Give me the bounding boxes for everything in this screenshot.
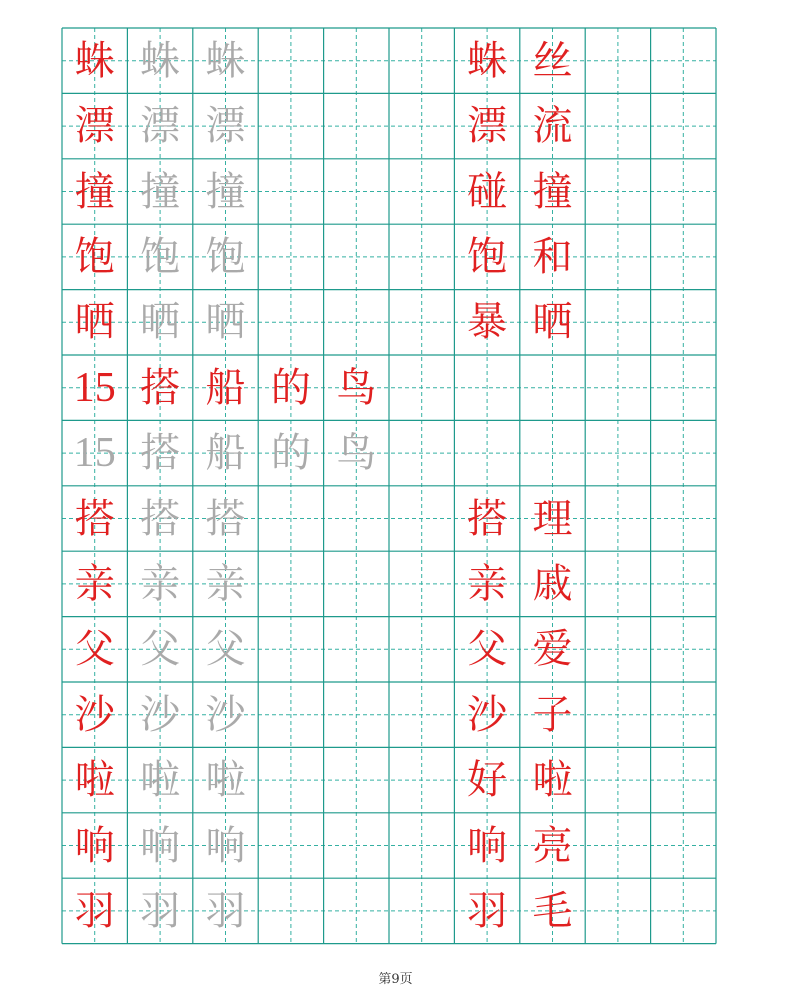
trace-character: 蛛 [205, 37, 246, 84]
model-character: 沙 [74, 691, 115, 738]
word-character-1: 暴 [467, 299, 508, 346]
trace-character: 饱 [140, 233, 181, 280]
word-character-1: 羽 [467, 887, 508, 934]
trace-character: 搭 [205, 495, 246, 542]
trace-character: 蛛 [140, 37, 181, 84]
lesson-title-character: 的 [270, 364, 311, 411]
word-character-1: 饱 [467, 233, 508, 280]
word-character-2: 爱 [532, 626, 573, 673]
word-character-1: 搭 [467, 495, 508, 542]
lesson-title-trace-character: 搭 [140, 430, 181, 477]
trace-character: 晒 [205, 299, 246, 346]
model-character: 啦 [74, 757, 115, 804]
trace-character: 搭 [140, 495, 181, 542]
trace-character: 啦 [205, 757, 246, 804]
word-character-2: 撞 [532, 168, 573, 215]
model-character: 撞 [74, 168, 115, 215]
lesson-title-character: 搭 [140, 364, 181, 411]
lesson-title-trace-character: 鸟 [336, 430, 377, 477]
model-character: 晒 [74, 299, 115, 346]
word-character-2: 子 [532, 691, 573, 738]
lesson-title-character: 船 [205, 364, 246, 411]
model-character: 搭 [74, 495, 115, 542]
trace-character: 响 [205, 822, 246, 869]
lesson-title-trace-number: 15 [73, 430, 116, 477]
trace-character: 羽 [140, 887, 181, 934]
model-character: 饱 [74, 233, 115, 280]
model-character: 响 [74, 822, 115, 869]
trace-character: 亲 [140, 560, 181, 607]
trace-character: 羽 [205, 887, 246, 934]
trace-character: 饱 [205, 233, 246, 280]
trace-character: 漂 [205, 103, 246, 150]
lesson-title-trace-character: 的 [270, 430, 311, 477]
word-character-2: 和 [532, 233, 573, 280]
word-character-1: 父 [467, 626, 508, 673]
trace-character: 父 [140, 626, 181, 673]
trace-character: 晒 [140, 299, 181, 346]
model-character: 漂 [74, 103, 115, 150]
trace-character: 亲 [205, 560, 246, 607]
word-character-2: 理 [532, 495, 573, 542]
trace-character: 沙 [140, 691, 181, 738]
trace-character: 撞 [140, 168, 181, 215]
word-character-2: 流 [532, 103, 573, 150]
word-character-2: 晒 [532, 299, 573, 346]
word-character-1: 亲 [467, 560, 508, 607]
page-number: 第9页 [378, 972, 413, 987]
model-character: 蛛 [74, 37, 115, 84]
word-character-2: 戚 [532, 560, 573, 607]
trace-character: 父 [205, 626, 246, 673]
trace-character: 啦 [140, 757, 181, 804]
trace-character: 撞 [205, 168, 246, 215]
word-character-1: 响 [467, 822, 508, 869]
word-character-1: 碰 [467, 168, 508, 215]
word-character-1: 沙 [467, 691, 508, 738]
lesson-title-character: 鸟 [336, 364, 377, 411]
lesson-title-number: 15 [73, 364, 116, 411]
word-character-2: 啦 [532, 757, 573, 804]
word-character-1: 好 [467, 757, 508, 804]
word-character-1: 蛛 [467, 37, 508, 84]
lesson-title-trace-character: 船 [205, 430, 246, 477]
word-character-2: 毛 [532, 887, 573, 934]
word-character-1: 漂 [467, 103, 508, 150]
trace-character: 漂 [140, 103, 181, 150]
trace-character: 沙 [205, 691, 246, 738]
word-character-2: 亮 [532, 822, 573, 869]
model-character: 羽 [74, 887, 115, 934]
model-character: 父 [74, 626, 115, 673]
trace-character: 响 [140, 822, 181, 869]
model-character: 亲 [74, 560, 115, 607]
word-character-2: 丝 [532, 37, 573, 84]
